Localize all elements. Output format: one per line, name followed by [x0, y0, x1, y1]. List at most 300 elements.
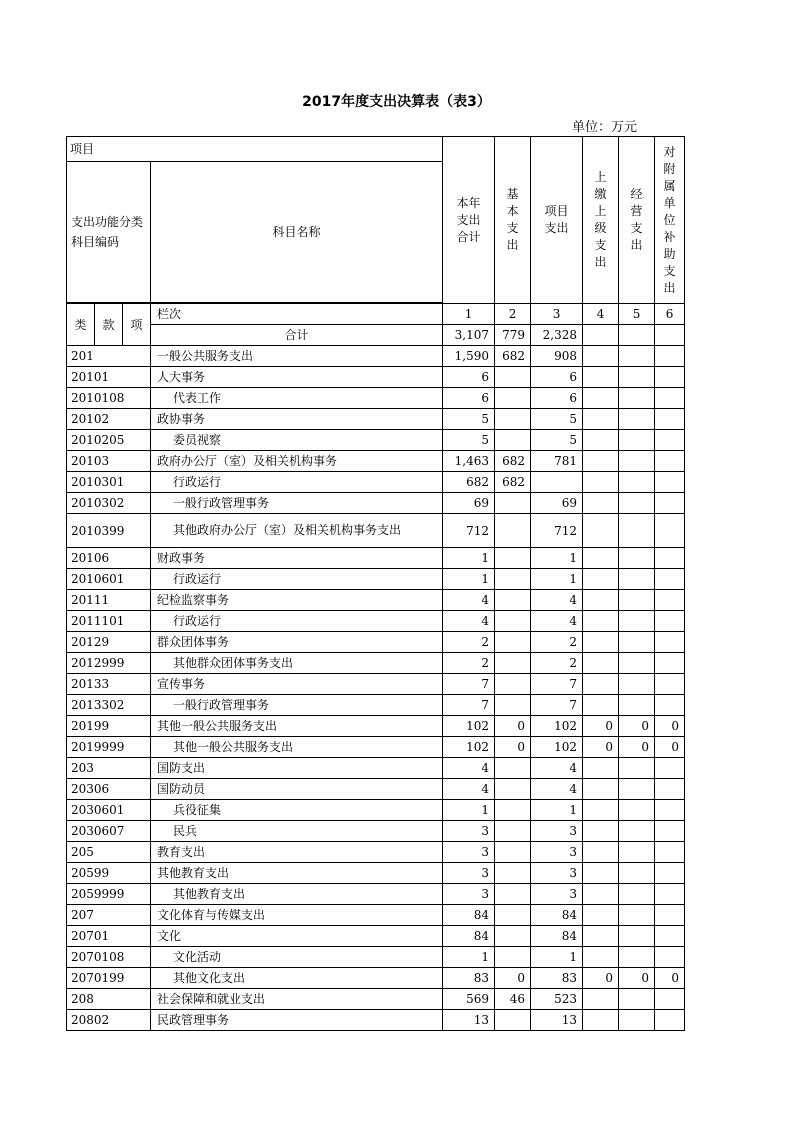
row-value — [619, 388, 655, 409]
table-row — [67, 674, 685, 695]
row-name: 行政运行 — [151, 611, 443, 632]
total-value: 779 — [495, 325, 531, 346]
row-name: 文化体育与传媒支出 — [151, 905, 443, 926]
row-name: 其他一般公共服务支出 — [151, 716, 443, 737]
header-kuan: 款 — [95, 304, 123, 346]
row-value — [619, 409, 655, 430]
row-code: 2013302 — [67, 695, 151, 716]
row-value — [655, 884, 685, 905]
row-value — [495, 388, 531, 409]
row-value — [655, 842, 685, 863]
row-value — [495, 611, 531, 632]
row-value: 4 — [443, 611, 495, 632]
row-value: 7 — [531, 695, 583, 716]
row-value — [495, 409, 531, 430]
row-value: 13 — [443, 1010, 495, 1031]
row-value — [619, 346, 655, 367]
row-code: 2030607 — [67, 821, 151, 842]
row-value: 5 — [443, 409, 495, 430]
row-value — [583, 346, 619, 367]
table-row — [67, 548, 685, 569]
row-name: 社会保障和就业支出 — [151, 989, 443, 1010]
table-row — [67, 884, 685, 905]
row-value — [619, 451, 655, 472]
table-row — [67, 590, 685, 611]
table-row — [67, 569, 685, 590]
row-code: 2010302 — [67, 493, 151, 514]
row-value — [495, 926, 531, 947]
row-value — [495, 863, 531, 884]
row-value — [655, 1010, 685, 1031]
header-xiang: 项 — [123, 304, 151, 346]
row-value — [495, 779, 531, 800]
row-code: 205 — [67, 842, 151, 863]
row-name: 纪检监察事务 — [151, 590, 443, 611]
row-code: 20103 — [67, 451, 151, 472]
table-row — [67, 779, 685, 800]
row-code: 2070199 — [67, 968, 151, 989]
row-value — [495, 548, 531, 569]
row-value: 908 — [531, 346, 583, 367]
row-value: 523 — [531, 989, 583, 1010]
row-value — [619, 821, 655, 842]
row-value: 7 — [443, 674, 495, 695]
row-value: 0 — [583, 968, 619, 989]
row-value — [495, 569, 531, 590]
header-col1: 本年支出合计 — [443, 137, 495, 304]
row-value — [655, 472, 685, 493]
row-value — [583, 611, 619, 632]
row-code: 2012999 — [67, 653, 151, 674]
row-name: 其他文化支出 — [151, 968, 443, 989]
row-value: 7 — [531, 674, 583, 695]
row-value — [655, 430, 685, 451]
table-row — [67, 493, 685, 514]
row-name: 其他群众团体事务支出 — [151, 653, 443, 674]
table-row — [67, 758, 685, 779]
row-value: 13 — [531, 1010, 583, 1031]
table-row — [67, 695, 685, 716]
row-code: 203 — [67, 758, 151, 779]
row-name: 代表工作 — [151, 388, 443, 409]
row-value: 1 — [531, 800, 583, 821]
row-code: 2030601 — [67, 800, 151, 821]
row-value — [495, 632, 531, 653]
header-col6: 对附属单位补助支出 — [655, 137, 685, 304]
row-code: 2019999 — [67, 737, 151, 758]
row-value — [619, 842, 655, 863]
row-value — [655, 388, 685, 409]
row-value — [655, 821, 685, 842]
table-row — [67, 451, 685, 472]
row-value — [655, 632, 685, 653]
row-value — [495, 758, 531, 779]
row-value: 682 — [495, 346, 531, 367]
row-value: 84 — [531, 905, 583, 926]
row-value — [495, 884, 531, 905]
total-value — [583, 325, 619, 346]
row-value: 2 — [443, 653, 495, 674]
table-row — [67, 737, 685, 758]
row-value: 0 — [495, 716, 531, 737]
row-value: 102 — [443, 716, 495, 737]
row-value — [619, 632, 655, 653]
row-value — [655, 367, 685, 388]
row-value — [655, 611, 685, 632]
row-value: 3 — [443, 842, 495, 863]
row-value: 83 — [531, 968, 583, 989]
row-code: 20102 — [67, 409, 151, 430]
row-value: 1 — [531, 548, 583, 569]
row-code: 20802 — [67, 1010, 151, 1031]
row-name: 兵役征集 — [151, 800, 443, 821]
row-value — [619, 611, 655, 632]
row-value — [655, 451, 685, 472]
row-value — [619, 800, 655, 821]
row-value — [583, 493, 619, 514]
row-value: 4 — [443, 758, 495, 779]
row-value — [655, 590, 685, 611]
row-value — [495, 800, 531, 821]
row-value: 3 — [531, 863, 583, 884]
row-value — [619, 884, 655, 905]
table-row — [67, 947, 685, 968]
row-code: 201 — [67, 346, 151, 367]
row-value: 2 — [443, 632, 495, 653]
row-code: 20599 — [67, 863, 151, 884]
row-value: 102 — [531, 737, 583, 758]
total-value: 2,328 — [531, 325, 583, 346]
row-value: 682 — [443, 472, 495, 493]
lanci-num: 6 — [655, 304, 685, 325]
row-value: 0 — [495, 737, 531, 758]
row-value — [619, 493, 655, 514]
table-row — [67, 346, 685, 367]
row-name: 财政事务 — [151, 548, 443, 569]
row-code: 207 — [67, 905, 151, 926]
row-value — [655, 758, 685, 779]
unit-label: 单位：万元 — [572, 120, 638, 135]
header-col4: 上缴上级支出 — [583, 137, 619, 304]
row-value — [619, 569, 655, 590]
row-value: 0 — [619, 737, 655, 758]
row-value — [495, 514, 531, 548]
row-value: 6 — [531, 367, 583, 388]
total-value: 3,107 — [443, 325, 495, 346]
row-value — [495, 905, 531, 926]
row-value — [619, 926, 655, 947]
row-value — [583, 472, 619, 493]
row-value — [583, 989, 619, 1010]
row-name: 其他一般公共服务支出 — [151, 737, 443, 758]
row-code: 20306 — [67, 779, 151, 800]
row-value: 4 — [443, 590, 495, 611]
lanci-num: 4 — [583, 304, 619, 325]
row-value: 0 — [655, 968, 685, 989]
row-value — [655, 409, 685, 430]
row-value — [655, 653, 685, 674]
row-value — [583, 514, 619, 548]
table-row — [67, 430, 685, 451]
row-name: 政府办公厅（室）及相关机构事务 — [151, 451, 443, 472]
row-code: 208 — [67, 989, 151, 1010]
row-name: 民兵 — [151, 821, 443, 842]
row-code: 20199 — [67, 716, 151, 737]
total-value — [619, 325, 655, 346]
row-value — [619, 758, 655, 779]
row-value — [619, 695, 655, 716]
row-name: 其他政府办公厅（室）及相关机构事务支出 — [151, 514, 443, 548]
row-value — [531, 472, 583, 493]
row-code: 20101 — [67, 367, 151, 388]
row-value — [655, 346, 685, 367]
row-value: 46 — [495, 989, 531, 1010]
row-value: 4 — [443, 779, 495, 800]
header-col3: 项目支出 — [531, 137, 583, 304]
row-value: 4 — [531, 590, 583, 611]
table-row — [67, 1010, 685, 1031]
row-value: 1 — [443, 569, 495, 590]
row-value — [619, 989, 655, 1010]
row-value — [619, 472, 655, 493]
row-code: 2010301 — [67, 472, 151, 493]
row-value: 102 — [443, 737, 495, 758]
table-row — [67, 989, 685, 1010]
row-name: 国防动员 — [151, 779, 443, 800]
row-value: 4 — [531, 779, 583, 800]
row-code: 2010108 — [67, 388, 151, 409]
row-value: 0 — [583, 737, 619, 758]
table-row — [67, 968, 685, 989]
table-row — [67, 716, 685, 737]
row-value: 6 — [531, 388, 583, 409]
row-value — [495, 590, 531, 611]
row-value: 4 — [531, 611, 583, 632]
row-value — [583, 905, 619, 926]
row-value: 1 — [531, 947, 583, 968]
row-value — [619, 905, 655, 926]
header-col2: 基本支出 — [495, 137, 531, 304]
row-value — [495, 842, 531, 863]
lanci-num: 2 — [495, 304, 531, 325]
row-value — [495, 695, 531, 716]
row-value: 1,590 — [443, 346, 495, 367]
row-value — [583, 800, 619, 821]
row-name: 行政运行 — [151, 569, 443, 590]
row-code: 2059999 — [67, 884, 151, 905]
row-value: 0 — [495, 968, 531, 989]
table-row — [67, 653, 685, 674]
row-value — [495, 947, 531, 968]
row-value: 3 — [531, 842, 583, 863]
row-code: 20701 — [67, 926, 151, 947]
row-value — [583, 569, 619, 590]
row-value — [619, 430, 655, 451]
row-value: 3 — [443, 884, 495, 905]
row-value — [583, 779, 619, 800]
row-name: 一般行政管理事务 — [151, 493, 443, 514]
row-code: 2010399 — [67, 514, 151, 548]
row-value — [619, 947, 655, 968]
row-value: 3 — [443, 821, 495, 842]
expenditure-table — [66, 136, 685, 1031]
row-code: 2010205 — [67, 430, 151, 451]
row-code: 2010601 — [67, 569, 151, 590]
row-value: 3 — [531, 821, 583, 842]
row-value — [583, 947, 619, 968]
row-value: 84 — [443, 905, 495, 926]
row-name: 人大事务 — [151, 367, 443, 388]
row-value: 5 — [531, 409, 583, 430]
row-code: 20111 — [67, 590, 151, 611]
row-value — [619, 653, 655, 674]
row-value — [583, 409, 619, 430]
row-value — [619, 548, 655, 569]
row-value: 3 — [443, 863, 495, 884]
table-row — [67, 611, 685, 632]
row-value: 1 — [443, 947, 495, 968]
row-value — [495, 1010, 531, 1031]
row-value — [495, 367, 531, 388]
row-value — [655, 863, 685, 884]
row-value — [655, 800, 685, 821]
header-item: 项目 — [67, 137, 443, 162]
row-value — [495, 430, 531, 451]
row-name: 其他教育支出 — [151, 884, 443, 905]
row-value — [583, 1010, 619, 1031]
row-value: 6 — [443, 367, 495, 388]
row-value: 2 — [531, 632, 583, 653]
row-value — [619, 590, 655, 611]
row-value: 682 — [495, 472, 531, 493]
row-value — [583, 451, 619, 472]
header-col5: 经营支出 — [619, 137, 655, 304]
row-value: 69 — [443, 493, 495, 514]
row-value — [583, 695, 619, 716]
row-value: 3 — [531, 884, 583, 905]
row-value — [583, 926, 619, 947]
row-value — [583, 548, 619, 569]
row-value: 0 — [655, 737, 685, 758]
row-value: 6 — [443, 388, 495, 409]
row-value — [583, 884, 619, 905]
row-value: 83 — [443, 968, 495, 989]
table-row — [67, 367, 685, 388]
row-value: 0 — [619, 968, 655, 989]
table-row — [67, 842, 685, 863]
row-value — [583, 653, 619, 674]
row-value: 569 — [443, 989, 495, 1010]
row-value — [655, 695, 685, 716]
row-value — [619, 863, 655, 884]
row-value: 4 — [531, 758, 583, 779]
row-value — [583, 430, 619, 451]
table-row — [67, 821, 685, 842]
row-value: 2 — [531, 653, 583, 674]
row-value — [655, 779, 685, 800]
row-name: 一般行政管理事务 — [151, 695, 443, 716]
row-value — [655, 926, 685, 947]
row-value — [583, 821, 619, 842]
row-value — [583, 674, 619, 695]
row-value: 1 — [443, 548, 495, 569]
row-value — [619, 367, 655, 388]
row-code: 2011101 — [67, 611, 151, 632]
row-value: 102 — [531, 716, 583, 737]
row-value — [583, 842, 619, 863]
row-value — [583, 367, 619, 388]
row-value — [583, 863, 619, 884]
lanci-num: 5 — [619, 304, 655, 325]
row-name: 行政运行 — [151, 472, 443, 493]
row-value — [655, 674, 685, 695]
table-row — [67, 388, 685, 409]
row-value — [619, 514, 655, 548]
table-row — [67, 409, 685, 430]
lanci-num: 1 — [443, 304, 495, 325]
page-title: 2017年度支出决算表（表3） — [302, 94, 491, 110]
table-row — [67, 472, 685, 493]
row-name: 文化 — [151, 926, 443, 947]
row-name: 国防支出 — [151, 758, 443, 779]
table-row — [67, 514, 685, 548]
row-value: 84 — [531, 926, 583, 947]
row-value: 69 — [531, 493, 583, 514]
row-value — [655, 548, 685, 569]
row-value — [583, 590, 619, 611]
row-value: 7 — [443, 695, 495, 716]
row-name: 宣传事务 — [151, 674, 443, 695]
table-row — [67, 905, 685, 926]
row-value: 682 — [495, 451, 531, 472]
row-name: 其他教育支出 — [151, 863, 443, 884]
row-value: 0 — [655, 716, 685, 737]
row-value — [583, 758, 619, 779]
row-value — [655, 947, 685, 968]
row-value: 5 — [443, 430, 495, 451]
row-value — [495, 821, 531, 842]
row-name: 文化活动 — [151, 947, 443, 968]
row-value: 1,463 — [443, 451, 495, 472]
row-value: 0 — [583, 716, 619, 737]
table-row — [67, 863, 685, 884]
row-code: 20133 — [67, 674, 151, 695]
row-name: 委员视察 — [151, 430, 443, 451]
row-value: 781 — [531, 451, 583, 472]
table-row — [67, 632, 685, 653]
row-code: 20129 — [67, 632, 151, 653]
row-value: 712 — [443, 514, 495, 548]
row-name: 民政管理事务 — [151, 1010, 443, 1031]
row-value — [619, 674, 655, 695]
row-value — [619, 1010, 655, 1031]
header-code-label: 支出功能分类科目编码 — [67, 162, 151, 303]
table-row — [67, 800, 685, 821]
row-value: 5 — [531, 430, 583, 451]
row-value — [495, 493, 531, 514]
row-value — [495, 674, 531, 695]
table-row — [67, 926, 685, 947]
row-value — [655, 493, 685, 514]
row-code: 2070108 — [67, 947, 151, 968]
row-value — [655, 905, 685, 926]
row-value: 0 — [619, 716, 655, 737]
row-value — [655, 514, 685, 548]
lanci-num: 3 — [531, 304, 583, 325]
row-name: 政协事务 — [151, 409, 443, 430]
header-lei: 类 — [67, 304, 95, 346]
row-name: 一般公共服务支出 — [151, 346, 443, 367]
